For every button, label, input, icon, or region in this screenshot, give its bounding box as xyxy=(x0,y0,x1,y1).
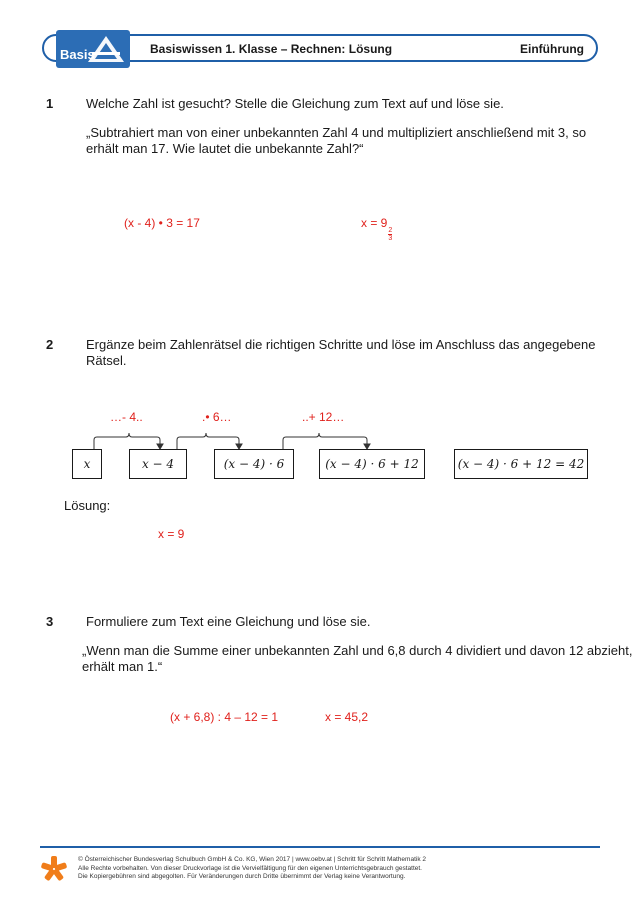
task1-solution-prefix: x = 9 xyxy=(361,216,388,230)
footer-line2: Alle Rechte vorbehalten. Von dieser Druckvorlage ist die Vervielfältigung für den eigenen Unterrichtsgebrauch gestattet. xyxy=(78,864,422,872)
step-label-3: ..+ 12… xyxy=(302,410,345,424)
task2-prompt-line1: Ergänze beim Zahlenrätsel die richtigen Schritte und löse im Anschluss das angegebene xyxy=(86,337,596,352)
task3-prompt: Formuliere zum Text eine Gleichung und löse sie. xyxy=(86,614,371,629)
task1-quote-line1: „Subtrahiert man von einer unbekannten Zahl 4 und multipliziert anschließend mit 3, so xyxy=(86,125,587,140)
task3-number: 3 xyxy=(46,614,54,629)
task2-number: 2 xyxy=(46,337,54,352)
step-label-1: …- 4.. xyxy=(110,410,143,424)
chain-box-2: x − 4 xyxy=(129,449,187,479)
logo-text: Basis xyxy=(60,47,95,62)
task3-quote-line2: erhält man 1.“ xyxy=(82,659,163,674)
footer-line3: Die Kopiergebühren sind abgegolten. Für Veränderungen durch Dritte übernimmt der Verlag keine Verantwortung. xyxy=(78,873,406,880)
step-label-2: .• 6… xyxy=(202,410,232,424)
task1-equation: (x - 4) • 3 = 17 xyxy=(124,216,200,230)
footer-asterisk-icon xyxy=(40,854,68,884)
chain-box-3: (x − 4) · 6 xyxy=(214,449,294,479)
task1-quote-line2: erhält man 17. Wie lautet die unbekannte Zahl?“ xyxy=(86,141,364,156)
fraction-numerator: 2 xyxy=(388,227,393,234)
footer-copyright xyxy=(78,856,426,882)
task1-number: 1 xyxy=(46,96,54,111)
task2-prompt-line2: Rätsel. xyxy=(86,353,127,368)
chain-box-5: (x − 4) · 6 + 12 = 42 xyxy=(454,449,588,479)
section-label: Einführung xyxy=(520,42,584,56)
page-title: Basiswissen 1. Klasse – Rechnen: Lösung xyxy=(150,42,393,56)
chain-box-4: (x − 4) · 6 + 12 xyxy=(319,449,425,479)
task2-solution: x = 9 xyxy=(158,527,185,541)
task3-equation: (x + 6,8) : 4 – 12 = 1 xyxy=(170,710,279,724)
footer-divider xyxy=(40,846,600,848)
task3-solution: x = 45,2 xyxy=(325,710,369,724)
task2-solution-label: Lösung: xyxy=(64,498,111,513)
footer-line1: © Österreichischer Bundesverlag Schulbuch GmbH & Co. KG, Wien 2017 | www.oebv.at | Schritt für Schritt Mathematik 2 xyxy=(78,856,426,863)
chain-box-1: x xyxy=(72,449,102,479)
task1-prompt: Welche Zahl ist gesucht? Stelle die Gleichung zum Text auf und löse sie. xyxy=(86,96,504,111)
fraction-denominator: 3 xyxy=(388,235,393,242)
task3-quote-line1: „Wenn man die Summe einer unbekannten Zahl und 6,8 durch 4 dividiert und davon 12 abzieht, xyxy=(82,643,633,658)
